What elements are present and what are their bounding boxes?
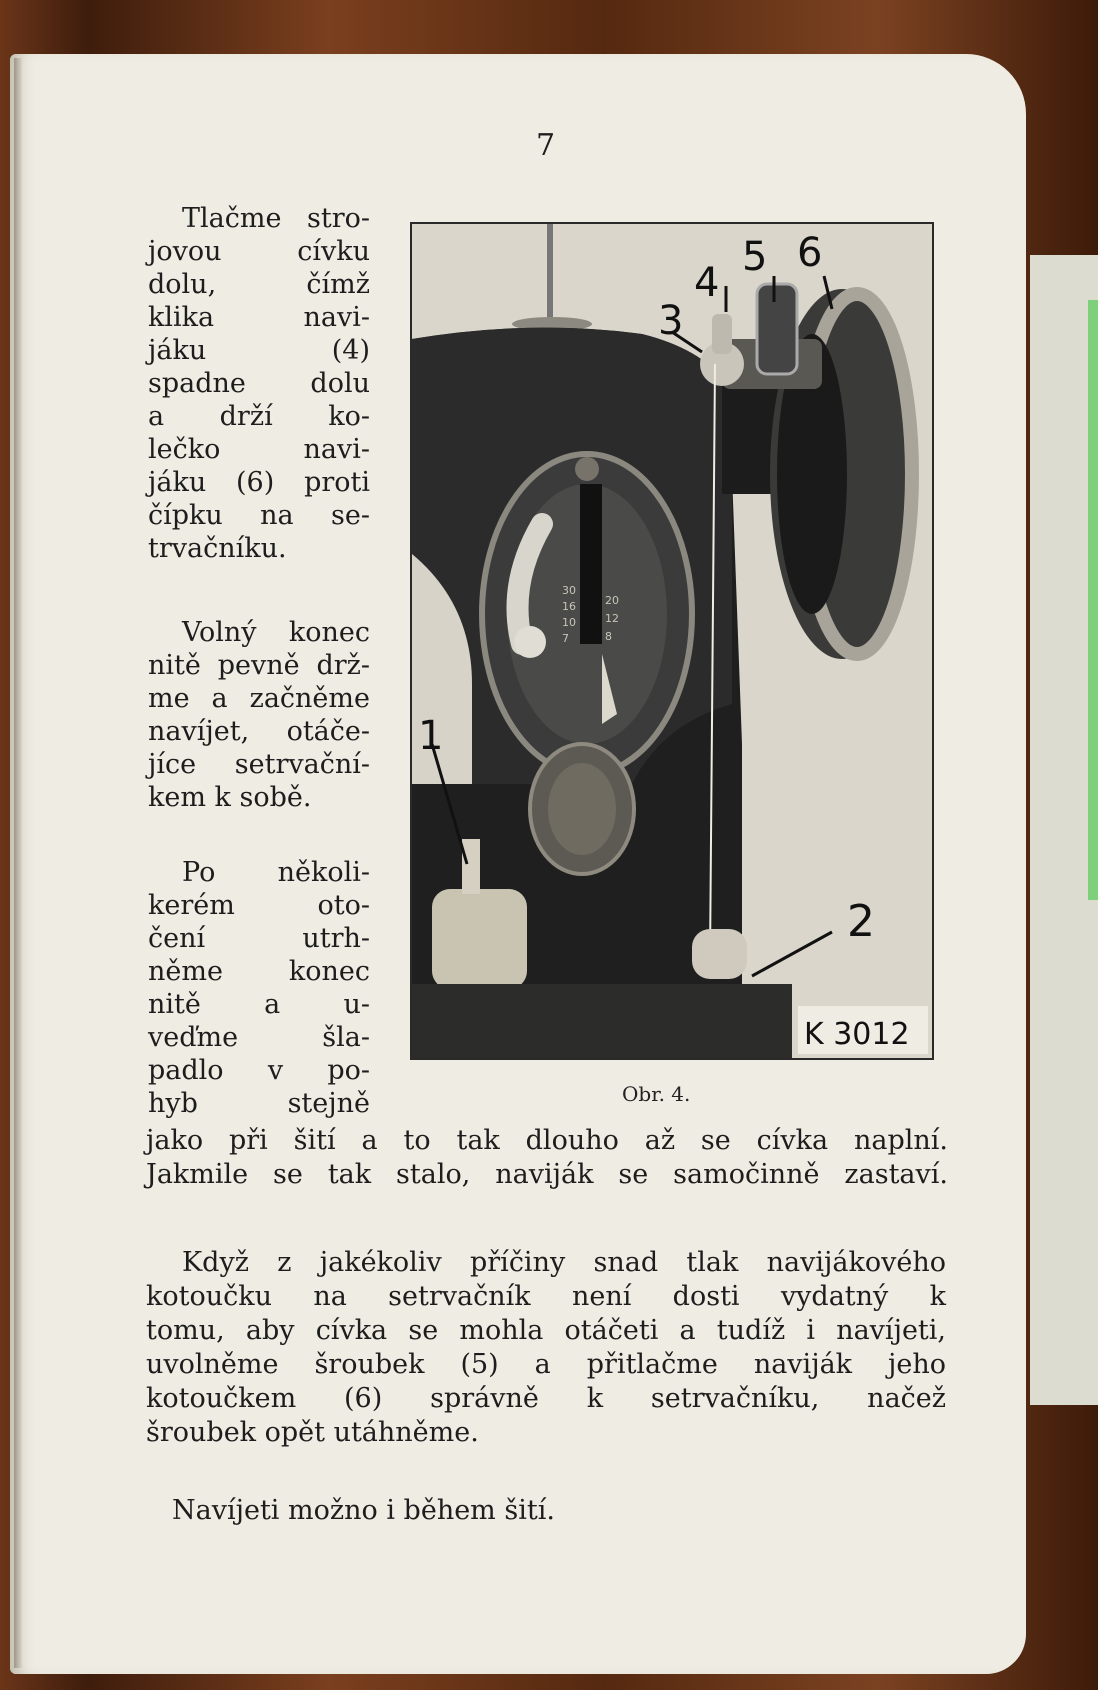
dial-mark: 10	[562, 616, 576, 629]
text-line: kotoučku na setrvačník není dosti vydatný k	[146, 1281, 946, 1312]
text-line: jíce setrvační-	[148, 749, 370, 780]
text-line: kem k sobě.	[148, 782, 312, 813]
text-line: navíjet, otáče-	[148, 716, 370, 747]
page-spine	[14, 58, 22, 1668]
callout-6: 6	[797, 230, 823, 276]
callout-2: 2	[847, 896, 875, 947]
text-line: Po několi-	[182, 857, 370, 888]
text-line: jáku (4)	[148, 335, 370, 366]
text-line: jáku (6) proti	[148, 467, 370, 498]
text-line: Když z jakékoliv příčiny snad tlak navijákového	[182, 1247, 946, 1278]
callout-1: 1	[418, 713, 444, 759]
callout-4: 4	[694, 260, 720, 306]
page-number: 7	[536, 128, 556, 163]
text-line: tomu, aby cívka se mohla otáčeti a tudíž i navíjeti,	[146, 1315, 946, 1346]
text-line: šroubek opět utáhněme.	[146, 1417, 479, 1448]
text-line: padlo v po-	[148, 1055, 370, 1086]
dial-mark: 12	[605, 612, 619, 625]
dial-mark: 16	[562, 600, 576, 613]
figure-sewing-machine	[410, 222, 934, 1060]
callout-5: 5	[742, 234, 768, 280]
dial-mark: 30	[562, 584, 576, 597]
figure-code: K 3012	[804, 1017, 910, 1052]
text-line: nitě a u-	[148, 989, 370, 1020]
text-line: Tlačme stro-	[182, 203, 370, 234]
text-line: Jakmile se tak stalo, naviják se samočinně zastaví.	[146, 1159, 948, 1190]
text-line: čení utrh-	[148, 923, 370, 954]
text-line: hyb stejně	[148, 1088, 370, 1119]
dial-mark: 7	[562, 632, 569, 645]
paragraph-3	[148, 856, 370, 1120]
text-line: spadne dolu	[148, 368, 370, 399]
text-line: něme konec	[148, 956, 370, 987]
text-line: uvolněme šroubek (5) a přitlačme naviják jeho	[146, 1349, 946, 1380]
dial-mark: 20	[605, 594, 619, 607]
closing-line: Navíjeti možno i během šití.	[172, 1495, 555, 1526]
paragraph-2	[148, 616, 370, 814]
text-line: lečko navi-	[148, 434, 370, 465]
text-line: nitě pevně drž-	[148, 650, 370, 681]
dial-mark: 8	[605, 630, 612, 643]
figure-caption: Obr. 4.	[622, 1082, 691, 1106]
text-line: kotoučkem (6) správně k setrvačníku, načež	[146, 1383, 946, 1414]
text-line: trvačníku.	[148, 533, 287, 564]
text-line: kerém oto-	[148, 890, 370, 921]
callout-3: 3	[658, 298, 684, 344]
sewing-machine-illustration	[412, 224, 932, 1058]
text-line: dolu, čímž	[148, 269, 370, 300]
paragraph-1	[148, 202, 370, 565]
text-line: veďme šla-	[148, 1022, 370, 1053]
text-line: Volný konec	[182, 617, 370, 648]
text-line: me a začněme	[148, 683, 370, 714]
green-bookmark	[1088, 300, 1098, 900]
text-line: jako při šití a to tak dlouho až se cívka naplní.	[146, 1125, 948, 1156]
text-line: a drží ko-	[148, 401, 370, 432]
text-line: čípku na se-	[148, 500, 370, 531]
text-line: jovou cívku	[148, 236, 370, 267]
text-line: klika navi-	[148, 302, 370, 333]
